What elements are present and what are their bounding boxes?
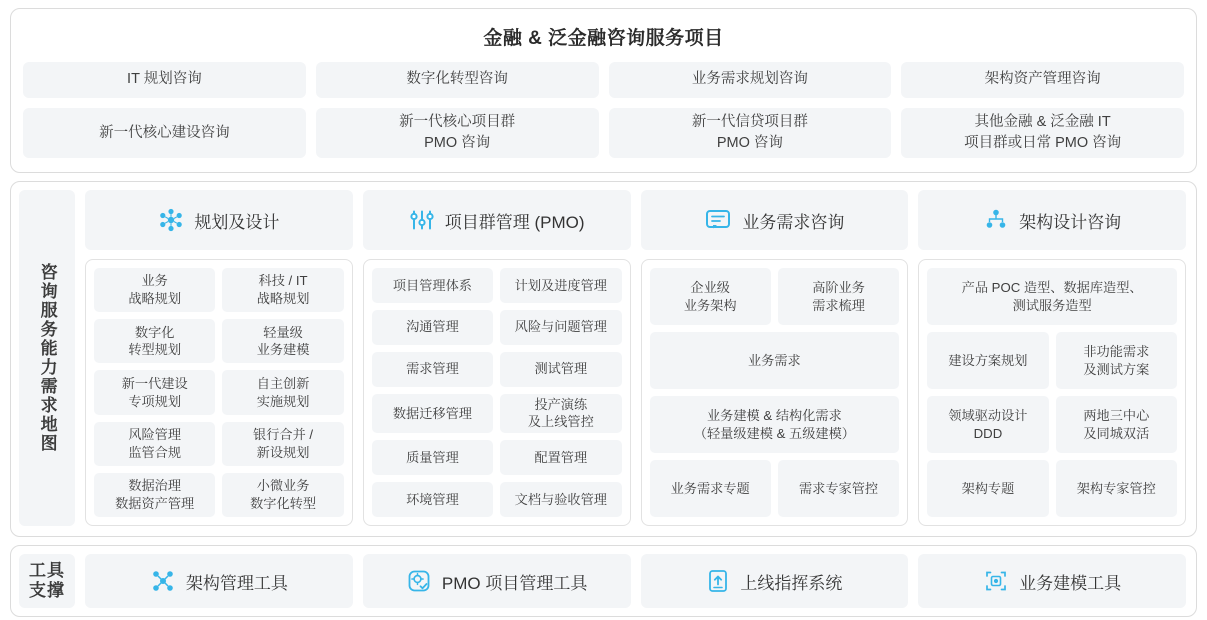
capability-cell[interactable]: 业务需求专题 (650, 460, 771, 517)
capability-cell[interactable]: 文档与验收管理 (500, 482, 621, 517)
capability-cell[interactable]: 轻量级 业务建模 (222, 319, 343, 363)
column-body (363, 259, 631, 526)
upload-doc-icon (706, 568, 730, 594)
capability-cell[interactable]: 数字化 转型规划 (94, 319, 215, 363)
tool-label: 上线指挥系统 (740, 573, 843, 593)
column-planning-design (85, 190, 353, 526)
column-business-requirements (641, 190, 909, 526)
capability-cell[interactable]: 两地三中心 及同城双活 (1056, 396, 1177, 453)
capability-cell[interactable]: 银行合并 / 新设规划 (222, 422, 343, 466)
tool-item-business-modeling[interactable] (918, 554, 1186, 608)
middle-panel (10, 181, 1197, 537)
cell-row (372, 440, 622, 475)
column-pmo (363, 190, 631, 526)
capability-cell[interactable]: 产品 POC 造型、数据库造型、 测试服务造型 (927, 268, 1177, 325)
model-frame-icon (983, 568, 1009, 594)
top-row-1 (23, 62, 1184, 98)
cell-row (650, 268, 900, 325)
cell-row (372, 352, 622, 387)
capability-cell[interactable]: 计划及进度管理 (500, 268, 621, 303)
cell-row (927, 396, 1177, 453)
capability-cell[interactable]: 建设方案规划 (927, 332, 1048, 389)
column-title: 项目群管理 (PMO) (444, 212, 585, 232)
capability-cell[interactable]: 架构专家管控 (1056, 460, 1177, 517)
capability-cell[interactable]: 架构专题 (927, 460, 1048, 517)
tool-label: 业务建模工具 (1019, 573, 1122, 593)
capability-cell[interactable]: 领域驱动设计 DDD (927, 396, 1048, 453)
capability-cell[interactable]: 业务 战略规划 (94, 268, 215, 312)
column-body (641, 259, 909, 526)
cell-row (94, 268, 344, 312)
column-header[interactable] (918, 190, 1186, 250)
hierarchy-icon (983, 207, 1009, 233)
cell-row (927, 460, 1177, 517)
tool-label: 架构管理工具 (185, 573, 288, 593)
top-cell[interactable]: 新一代核心项目群 PMO 咨询 (316, 108, 599, 158)
column-title: 架构设计咨询 (1019, 212, 1122, 232)
capability-cell[interactable]: 风险与问题管理 (500, 310, 621, 345)
tool-support-side-label: 工具 支撑 (19, 554, 75, 608)
capability-columns (85, 190, 1186, 526)
cell-row (927, 332, 1177, 389)
capability-cell[interactable]: 小微业务 数字化转型 (222, 473, 343, 517)
column-body (918, 259, 1186, 526)
top-cell[interactable]: 新一代信贷项目群 PMO 咨询 (609, 108, 892, 158)
capability-cell[interactable]: 业务需求 (650, 332, 900, 389)
cell-row (372, 268, 622, 303)
capability-cell[interactable]: 沟通管理 (372, 310, 493, 345)
tool-item-launch-command-system[interactable] (641, 554, 909, 608)
column-title: 规划及设计 (194, 212, 280, 232)
capability-cell[interactable]: 高阶业务 需求梳理 (778, 268, 899, 325)
capability-cell[interactable]: 数据治理 数据资产管理 (94, 473, 215, 517)
capability-cell[interactable]: 配置管理 (500, 440, 621, 475)
tool-item-pmo-project-management[interactable] (363, 554, 631, 608)
tool-label: PMO 项目管理工具 (441, 573, 588, 593)
capability-cell[interactable]: 数据迁移管理 (372, 394, 493, 434)
top-cell[interactable]: IT 规划咨询 (23, 62, 306, 98)
capability-cell[interactable]: 测试管理 (500, 352, 621, 387)
top-cell[interactable]: 架构资产管理咨询 (901, 62, 1184, 98)
cell-row (650, 396, 900, 453)
page-title: 金融 & 泛金融咨询服务项目 (483, 28, 724, 49)
cell-row (94, 473, 344, 517)
molecule-icon (150, 568, 176, 594)
capability-cell[interactable]: 投产演练 及上线管控 (500, 394, 621, 434)
top-cell[interactable]: 新一代核心建设咨询 (23, 108, 306, 158)
capability-cell[interactable]: 需求专家管控 (778, 460, 899, 517)
capability-cell[interactable]: 企业级 业务架构 (650, 268, 771, 325)
cell-row (927, 268, 1177, 325)
column-header[interactable] (363, 190, 631, 250)
capability-cell[interactable]: 科技 / IT 战略规划 (222, 268, 343, 312)
capability-cell[interactable]: 自主创新 实施规划 (222, 370, 343, 414)
column-header[interactable] (641, 190, 909, 250)
cell-row (372, 310, 622, 345)
cell-row (94, 319, 344, 363)
cell-row (372, 482, 622, 517)
column-title: 业务需求咨询 (742, 212, 845, 232)
cell-row (94, 370, 344, 414)
capability-cell[interactable]: 项目管理体系 (372, 268, 493, 303)
capability-cell[interactable]: 需求管理 (372, 352, 493, 387)
top-cell[interactable]: 业务需求规划咨询 (609, 62, 892, 98)
cell-row (650, 332, 900, 389)
cell-row (650, 460, 900, 517)
top-panel (10, 8, 1197, 173)
column-header[interactable] (85, 190, 353, 250)
chat-bubble-icon (704, 207, 732, 233)
capability-cell[interactable]: 业务建模 & 结构化需求 （轻量级建模 & 五级建模） (650, 396, 900, 453)
column-architecture-design (918, 190, 1186, 526)
cell-row (94, 422, 344, 466)
top-cell[interactable]: 数字化转型咨询 (316, 62, 599, 98)
capability-cell[interactable]: 新一代建设 专项规划 (94, 370, 215, 414)
bottom-panel (10, 545, 1197, 617)
tool-item-architecture-management[interactable] (85, 554, 353, 608)
capability-cell[interactable]: 非功能需求 及测试方案 (1056, 332, 1177, 389)
tool-list (85, 554, 1186, 608)
sliders-icon (409, 207, 435, 233)
top-row-2 (23, 108, 1184, 158)
capability-cell[interactable]: 风险管理 监管合规 (94, 422, 215, 466)
top-cell[interactable]: 其他金融 & 泛金融 IT 项目群或日常 PMO 咨询 (901, 108, 1184, 158)
cell-row (372, 394, 622, 434)
capability-cell[interactable]: 质量管理 (372, 440, 493, 475)
network-nodes-icon (158, 207, 184, 233)
capability-cell[interactable]: 环境管理 (372, 482, 493, 517)
gear-check-icon (406, 568, 432, 594)
column-body (85, 259, 353, 526)
capability-map-side-label (19, 190, 75, 526)
side-label-text: 咨询服务能力需求地图 (37, 263, 57, 454)
